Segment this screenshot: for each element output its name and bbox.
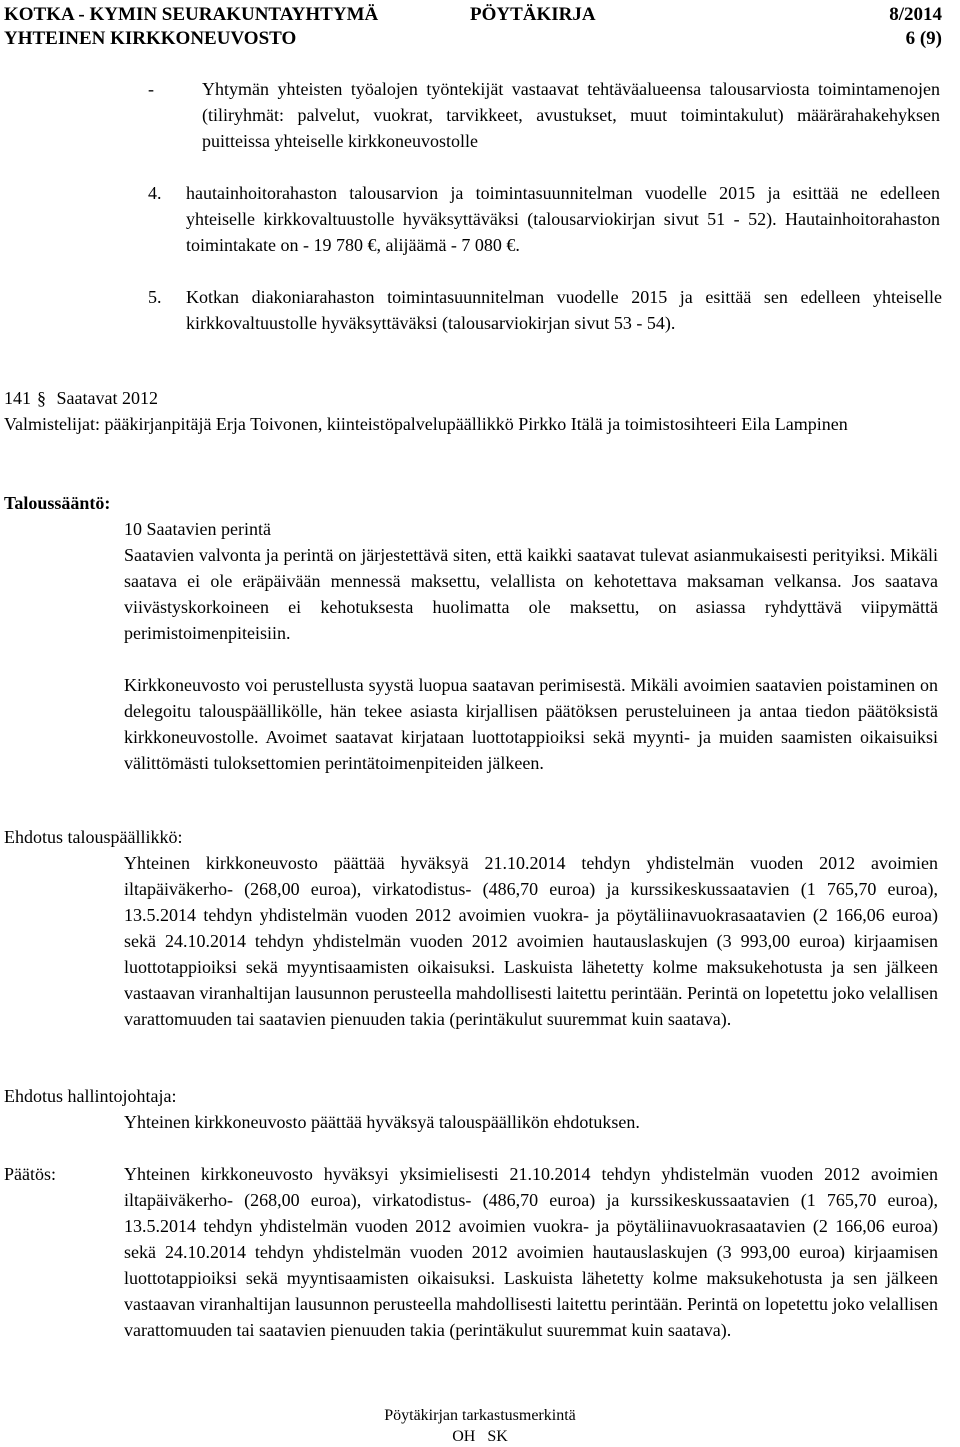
list-item-4-text: hautainhoitorahaston talousarvion ja toimintasuunnitelman vuodelle 2015 ja esittää ne edelleen yhteiselle kirkkovaltuustolle hyväksyttäväksi (talousarviokirjan sivut 51 - 52). Hautainhoitorahaston toimintakate on - 19 780 €, alijäämä - 7 080 €.: [186, 183, 940, 255]
taloussaanto-text: Saatavien valvonta ja perintä on järjestettävä siten, että kaikki saatavat tulevat asianmukaisesti perityiksi. Mikäli saatava ei ole eräpäivään mennessä maksettu, velallista on kehotettava maksaman velkansa. Jos saatava viivästyskorkoineen ei kehotuksesta huolimatta ole maksettu, on asiassa ryhdyttävä viipymättä perimistoimenpiteisiin.: [124, 545, 938, 643]
body-name: YHTEINEN KIRKKONEUVOSTO: [4, 28, 297, 49]
list-item-5-number: 5.: [148, 287, 162, 307]
kirkkoneuvosto-paragraph: Kirkkoneuvosto voi perustellusta syystä luopua saatavan perimisestä. Mikäli avoimien saatavien poistaminen on delegoitu talouspäällikölle, hän tekee asiasta kirjallisen päätöksen perusteluineen ja antaa tiedon päätöksistä kirkkoneuvostolle. Avoimet saatavat kirjataan luottotappioiksi sekä myynti- ja muiden saamisten oikaisuiksi välittömästi tuloksettomien perintätoimenpiteiden jälkeen.: [124, 675, 938, 773]
list-item-5-text: Kotkan diakoniarahaston toimintasuunnitelman vuodelle 2015 ja esittää sen edelleen yhteiselle kirkkovaltuustolle hyväksyttäväksi (talousarviokirjan sivut 53 - 54).: [186, 287, 942, 333]
section-number: 141: [4, 388, 31, 408]
footer-label: Pöytäkirjan tarkastusmerkintä: [384, 1407, 576, 1424]
section-symbol: §: [37, 388, 46, 408]
taloussaanto-section-title: 10 Saatavien perintä: [124, 519, 271, 539]
section-title: Saatavat 2012: [56, 388, 158, 408]
doc-number: 8/2014: [889, 4, 942, 25]
footer-initials-2: SK: [487, 1428, 508, 1445]
decision-text: Yhteinen kirkkoneuvosto hyväksyi yksimielisesti 21.10.2014 tehdyn yhdistelmän vuoden 2012 avoimien iltapäiväkerho- (268,00 euroa), virkatodistus- (486,70 euroa) ja kurssikeskussaatavien (1 765,70 euroa), 13.5.2014 tehdyn yhdistelmän vuoden 2012 avoimien vuokra- ja pöytäliinavuokrasaatavien (2 166,06 euroa) sekä 24.10.2014 tehdyn yhdistelmän vuoden 2012 avoimien hautauslaskujen (3 993,00 euroa) kirjaamisen luottotappioiksi sekä myyntisaamisten oikaisuksi. Laskuista lähetetty kolme maksukehotusta ja sen jälkeen vastaavan viranhaltijan lausunnon perusteella mahdollisesti laitettu perintään. Perintä on lopetettu joko velallisen varattomuuden tai saatavien pienuuden takia (perintäkulut suuremmat kuin saatava).: [124, 1164, 938, 1340]
footer-initials: [0, 1427, 960, 1447]
org-name: KOTKA - KYMIN SEURAKUNTAYHTYMÄ: [4, 4, 379, 25]
list-dash: -: [148, 79, 154, 99]
proposal-admin-label: Ehdotus hallintojohtaja:: [4, 1086, 177, 1106]
proposal-admin-text: Yhteinen kirkkoneuvosto päättää hyväksyä talouspäällikön ehdotuksen.: [124, 1112, 640, 1132]
proposal-finance-text: Yhteinen kirkkoneuvosto päättää hyväksyä 21.10.2014 tehdyn yhdistelmän vuoden 2012 avoimien iltapäiväkerho- (268,00 euroa), virkatodistus- (486,70 euroa) ja kurssikeskussaatavien (1 765,70 euroa), 13.5.2014 tehdyn yhdistelmän vuoden 2012 avoimien vuokra- ja pöytäliinavuokrasaatavien (2 166,06 euroa) sekä 24.10.2014 tehdyn yhdistelmän vuoden 2012 avoimien hautauslaskujen (3 993,00 euroa) kirjaamisen luottotappioiksi sekä myyntisaamisten oikaisuksi. Laskuista lähetetty kolme maksukehotusta ja sen jälkeen vastaavan viranhaltijan lausunnon perusteella mahdollisesti laitettu perintään. Perintä on lopetettu joko velallisen varattomuuden tai saatavien pienuuden takia (perintäkulut suuremmat kuin saatava).: [124, 853, 938, 1029]
list-item-dash-text: Yhtymän yhteisten työalojen työntekijät vastaavat tehtäväalueensa talousarviosta toimintamenojen (tiliryhmät: palvelut, vuokrat, tarvikkeet, avustukset, muut toimintakulut) määrärahakehyksen puitteissa yhteiselle kirkkoneuvostolle: [202, 79, 940, 151]
doc-type: PÖYTÄKIRJA: [470, 4, 596, 25]
footer-initials-1: OH: [452, 1428, 476, 1445]
decision-label: Päätös:: [4, 1164, 56, 1184]
list-item-4-number: 4.: [148, 183, 162, 203]
proposal-finance-label: Ehdotus talouspäällikkö:: [4, 827, 183, 847]
page-number: 6 (9): [905, 28, 942, 49]
taloussaanto-label: Taloussääntö:: [4, 493, 111, 513]
section-heading: [4, 385, 164, 411]
preparers-text: Valmistelijat: pääkirjanpitäjä Erja Toivonen, kiinteistöpalvelupäällikkö Pirkko Itälä ja toimistosihteeri Eila Lampinen: [4, 414, 848, 434]
